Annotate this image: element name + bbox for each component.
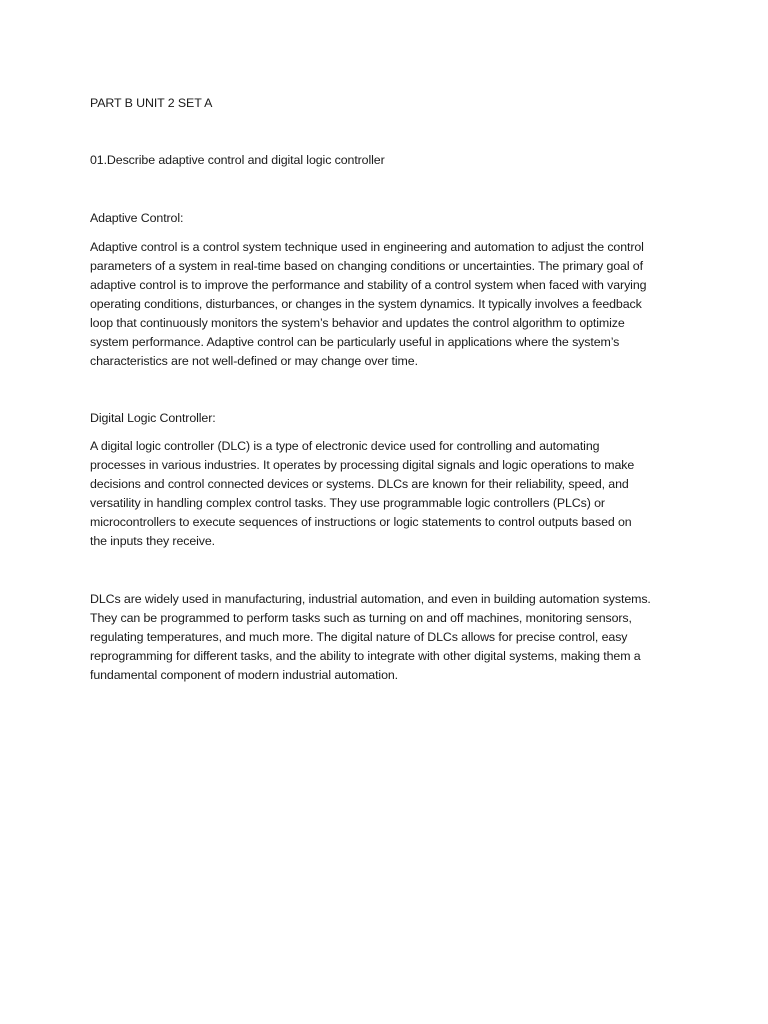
paragraph-line: decisions and control connected devices or systems. DLCs are known for their reliability, speed, and	[90, 477, 629, 491]
section-heading-adaptive-control: Adaptive Control:	[90, 211, 184, 225]
document-header: PART B UNIT 2 SET A	[90, 96, 213, 110]
paragraph-adaptive-control	[90, 238, 690, 371]
paragraph-line: the inputs they receive.	[90, 534, 216, 548]
paragraph-line: characteristics are not well-defined or may change over time.	[90, 354, 418, 368]
paragraph-line: DLCs are widely used in manufacturing, industrial automation, and even in building automation systems.	[90, 592, 651, 606]
paragraph-line: A digital logic controller (DLC) is a type of electronic device used for controlling and automating	[90, 439, 600, 453]
paragraph-line: loop that continuously monitors the system’s behavior and updates the control algorithm to optimize	[90, 316, 625, 330]
paragraph-digital-logic-controller	[90, 437, 690, 551]
question-title: 01.Describe adaptive control and digital logic controller	[90, 153, 385, 167]
paragraph-line: processes in various industries. It operates by processing digital signals and logic operations to make	[90, 458, 635, 472]
paragraph-line: fundamental component of modern industrial automation.	[90, 668, 398, 682]
paragraph-line: reprogramming for different tasks, and the ability to integrate with other digital systems, making them a	[90, 649, 641, 663]
paragraph-line: They can be programmed to perform tasks such as turning on and off machines, monitoring sensors,	[90, 611, 632, 625]
paragraph-line: microcontrollers to execute sequences of instructions or logic statements to control outputs based on	[90, 515, 632, 529]
paragraph-line: adaptive control is to improve the performance and stability of a control system when faced with varying	[90, 278, 647, 292]
paragraph-dlc-applications	[90, 590, 690, 685]
paragraph-line: Adaptive control is a control system technique used in engineering and automation to adjust the control	[90, 240, 644, 254]
paragraph-line: regulating temperatures, and much more. The digital nature of DLCs allows for precise control, easy	[90, 630, 628, 644]
paragraph-line: parameters of a system in real-time based on changing conditions or uncertainties. The primary goal of	[90, 259, 643, 273]
section-heading-digital-logic-controller: Digital Logic Controller:	[90, 411, 216, 425]
paragraph-line: versatility in handling complex control tasks. They use programmable logic controllers (PLCs) or	[90, 496, 605, 510]
paragraph-line: system performance. Adaptive control can be particularly useful in applications where the system’s	[90, 335, 620, 349]
paragraph-line: operating conditions, disturbances, or changes in the system dynamics. It typically involves a feedback	[90, 297, 642, 311]
